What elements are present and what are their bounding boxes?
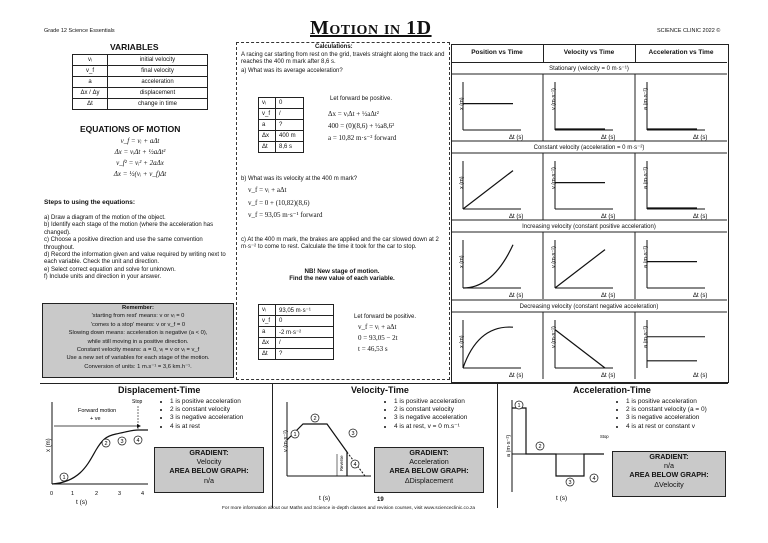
equations-list: v_f = vᵢ + aΔt Δx = vᵢΔt + ½aΔt² v_f² = vᵢ² + 2aΔx Δx = ½(vᵢ + v_f)Δt [113,137,167,178]
axis-ylabel: x (m) [458,255,465,268]
calc-note-2: Let forward be positive. [354,314,417,320]
disp-ylabel: x (m) [46,438,52,452]
row-label-stationary: Stationary (velocity = 0 m·s⁻¹) [549,66,629,72]
axis-ylabel: v (m·s⁻¹) [550,88,557,110]
axis-ylabel: a (m·s⁻²) [642,166,649,189]
motion-graph-r3-c1 [459,240,524,299]
grid-header-acceleration: Acceleration vs Time [648,49,714,56]
given-table-1 [258,97,304,153]
tick-label: 2 [95,491,99,497]
calc-question-b: b) What was its velocity at the 400 m mark? [241,176,358,182]
motion-graph-r3-c2 [551,240,616,299]
acc-gradient-box: GRADIENT: n/a AREA BELOW GRAPH: ΔVelocity [612,451,726,497]
footer-text: For more information about our Maths and Science in-depth classes and revision courses, visit www.scienceclinic.co.za [222,506,476,511]
motion-graph-r2-c1 [459,161,524,220]
vel-title: Velocity-Time [351,385,409,395]
acc-bullets: • 1 is positive acceleration • 2 is constant velocity (a = 0) • 3 is negative acceleration • 4 is at rest or constant v [616,398,740,431]
table-row: Δx 400 m [259,131,304,142]
page-number: 19 [377,497,384,503]
acc-title: Acceleration-Time [573,385,651,395]
svg-text:4: 4 [592,476,596,482]
solution-b: v_f = vᵢ + aΔt v_f = 0 + (10,82)(8,6) v_f = 93,05 m·s⁻¹ forward [248,186,323,219]
svg-text:3: 3 [568,480,572,486]
table-row: Δt 8,6 s [259,142,304,153]
displacement-time-graph [40,394,156,506]
axis-xlabel: Δt (s) [601,135,616,141]
disp-bullets: • 1 is positive acceleration • 2 is constant velocity • 3 is negative acceleration • 4 is at rest [160,398,280,431]
axis-ylabel: a (m·s⁻²) [642,245,649,268]
axis-ylabel: v (m·s⁻¹) [550,167,557,189]
calc-question-a: a) What was its average acceleration? [241,68,343,74]
motion-graph-r4-c2 [551,320,616,379]
variables-table [72,54,208,110]
calc-problem: A racing car starting from rest on the grid, travels straight along the track and reaches the 400 m mark after 8,6 s. [241,52,445,66]
tick-label: 1 [71,491,75,497]
grid-header-position: Position vs Time [471,49,523,56]
axis-xlabel: Δt (s) [601,214,616,220]
axis-xlabel: Δt (s) [509,373,524,379]
vel-gradient-box: GRADIENT: Acceleration AREA BELOW GRAPH: ΔDisplacement [374,447,484,493]
table-row: vᵢ initial velocity [73,55,208,66]
acc-ylabel: a (m·s⁻²) [506,434,512,457]
svg-text:4: 4 [353,462,357,468]
svg-text:1: 1 [293,432,297,438]
plusve-label: + ve [90,416,101,422]
motion-graph-r4-c3 [643,320,708,379]
tick-label: 0 [50,491,54,497]
axis-xlabel: Δt (s) [509,214,524,220]
axis-xlabel: Δt (s) [693,373,708,379]
steps-heading: Steps to using the equations: [44,199,136,206]
svg-text:4: 4 [136,438,140,444]
axis-ylabel: x (m) [458,97,465,110]
axis-xlabel: Δt (s) [509,293,524,299]
axis-ylabel: a (m·s⁻²) [642,87,649,110]
svg-text:2: 2 [538,444,542,450]
svg-text:1: 1 [517,403,521,409]
disp-gradient-box: GRADIENT: Velocity AREA BELOW GRAPH: n/a [154,447,264,493]
acceleration-time-graph [500,394,610,508]
solution-1: Δx = vᵢΔt + ½aΔt² 400 = (0)(8,6) + ½a8,6² a = 10,82 m·s⁻² forward [328,110,397,142]
motion-graph-r2-c3 [643,161,708,220]
axis-ylabel: a (m·s⁻²) [642,325,649,348]
motion-graph-r1-c2 [551,82,616,141]
table-row: a -2 m·s⁻² [259,327,334,338]
svg-text:2: 2 [104,441,108,447]
table-row: v_f / [259,109,304,120]
motion-graph-r4-c1 [459,320,524,379]
equations-heading: EQUATIONS OF MOTION [80,124,181,134]
forward-label: Forward motion [78,408,117,414]
svg-text:1: 1 [62,475,66,481]
motion-graphs-svg [451,44,727,381]
variables-heading: VARIABLES [110,42,159,52]
calc-note-1: Let forward be positive. [330,96,393,102]
reverse-label: Reverse [339,455,344,471]
vel-xlabel: t (s) [319,495,331,502]
calc-heading: Calculations: [315,44,353,50]
disp-xlabel: t (s) [76,499,88,506]
velocity-time-graph [275,394,375,508]
row-label-constant: Constant velocity (acceleration = 0 m·s⁻²) [533,145,645,151]
table-row: Δx / Δy displacement [73,88,208,99]
axis-xlabel: Δt (s) [509,135,524,141]
axis-ylabel: v (m·s⁻¹) [550,246,557,268]
axis-xlabel: Δt (s) [693,135,708,141]
table-row: Δt change in time [73,99,208,110]
motion-graph-r1-c1 [459,82,524,141]
brand-label: SCIENCE CLINIC 2022 © [657,28,721,34]
axis-ylabel: x (m) [458,335,465,348]
axis-xlabel: Δt (s) [601,293,616,299]
disp-title: Displacement-Time [118,385,201,395]
new-stage-note: NB! New stage of motion. Find the new value of each variable. [289,268,395,283]
vel-bullets: • 1 is positive acceleration • 2 is constant velocity • 3 is negative acceleration • 4 is at rest, v = 0 m.s⁻¹ [384,398,506,431]
row-label-increasing: Increasing velocity (constant positive acceleration) [522,224,656,230]
tick-label: 3 [118,491,122,497]
table-row: v_f 0 [259,316,334,327]
page-title: Motion in 1D [310,17,432,39]
motion-graph-r3-c3 [643,240,708,299]
acc-stop-label: Stop [600,434,609,439]
motion-graph-r1-c3 [643,82,708,141]
grid-header-velocity: Velocity vs Time [563,49,615,56]
vel-ylabel: v (m·s⁻¹) [283,430,289,452]
table-row: a acceleration [73,77,208,88]
table-row: v_f final velocity [73,66,208,77]
remember-box: Remember: 'starting from rest' means: v or vᵢ = 0 'comes to a stop' means: v or v_f = 0 Slowing down means: acceleration is negative (a < 0), while still moving in a positive direction. Constant velocity means: a = 0, vᵢ = v or vᵢ = v_f Use a new set of variables for each stage of the motion. Conversion of units: 1 m.s⁻¹ = 3,6 km.h⁻¹. [42,303,234,378]
tick-label: 4 [141,491,145,497]
table-row: vᵢ 93,05 m·s⁻¹ [259,305,334,316]
axis-ylabel: v (m·s⁻¹) [550,326,557,348]
axis-xlabel: Δt (s) [601,373,616,379]
steps-list: a) Draw a diagram of the motion of the object. b) Identify each stage of the motion (where the acceleration has changed). c) Choose a positive direction and use the same convention throughout. d) Record the information given and value required by writing next to each variable. Check the unit and direction. e) Select correct equation and solve for unknown. f) Include units and direction in your answer. [44,215,226,281]
acc-xlabel: t (s) [556,495,568,502]
table-row: a ? [259,120,304,131]
svg-text:2: 2 [313,416,317,422]
svg-text:3: 3 [351,431,355,437]
grade-label: Grade 12 Science Essentials [44,28,115,34]
table-row: Δt ? [259,349,334,360]
table-row: vᵢ 0 [259,98,304,109]
solution-2: v_f = vᵢ + aΔt 0 = 93,05 − 2t t = 46,53 s [358,323,398,353]
stop-label: Stop [132,399,143,405]
svg-text:3: 3 [120,439,124,445]
calc-question-c: c) At the 400 m mark, the brakes are applied and the car slowed down at 2 m·s⁻² to come to rest. Calculate the time it took for the car to stop. [241,237,439,251]
axis-xlabel: Δt (s) [693,293,708,299]
row-label-decreasing: Decreasing velocity (constant negative acceleration) [519,304,659,310]
motion-graph-r2-c2 [551,161,616,220]
given-table-2 [258,304,334,360]
axis-ylabel: x (m) [458,176,465,189]
table-row: Δx / [259,338,334,349]
axis-xlabel: Δt (s) [693,214,708,220]
